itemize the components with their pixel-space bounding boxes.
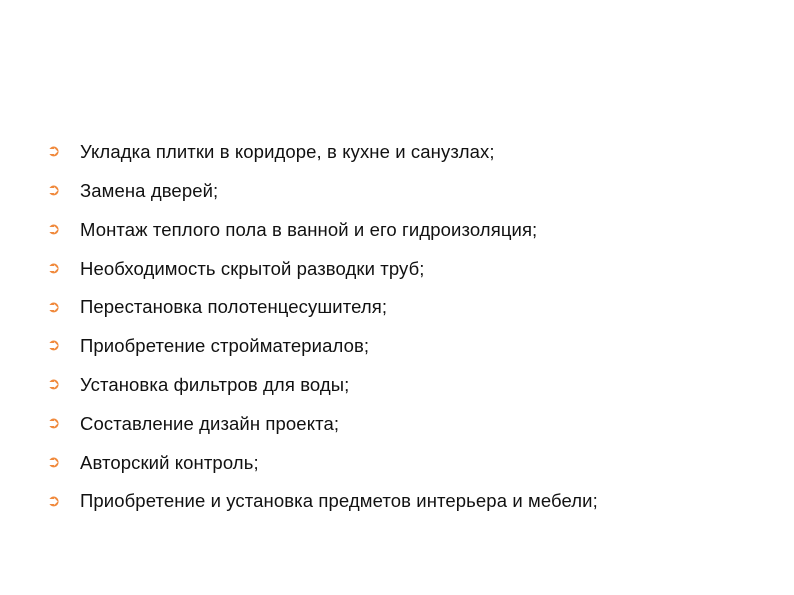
arrow-bullet-icon: ➲	[47, 143, 61, 161]
list-item	[47, 249, 598, 288]
list-item	[47, 482, 598, 521]
bullet-list	[47, 133, 598, 521]
list-item	[47, 327, 598, 366]
list-item	[47, 405, 598, 444]
list-item-text: Замена дверей;	[80, 179, 219, 201]
list-item-text: Необходимость скрытой разводки труб;	[80, 257, 425, 279]
list-item	[47, 288, 598, 327]
arrow-bullet-icon: ➲	[47, 414, 61, 432]
list-item	[47, 211, 598, 250]
arrow-bullet-icon: ➲	[47, 220, 61, 238]
arrow-bullet-icon: ➲	[47, 453, 61, 471]
list-item-text: Установка фильтров для воды;	[80, 373, 350, 395]
list-item	[47, 172, 598, 211]
arrow-bullet-icon: ➲	[47, 376, 61, 394]
list-item-text: Приобретение и установка предметов интерьера и мебели;	[80, 490, 598, 512]
list-item-text: Укладка плитки в коридоре, в кухне и санузлах;	[80, 141, 495, 163]
arrow-bullet-icon: ➲	[47, 182, 61, 200]
list-item-text: Авторский контроль;	[80, 451, 259, 473]
list-item	[47, 443, 598, 482]
list-item-text: Монтаж теплого пола в ванной и его гидроизоляция;	[80, 218, 538, 240]
list-item	[47, 366, 598, 405]
list-item-text: Перестановка полотенцесушителя;	[80, 296, 388, 318]
arrow-bullet-icon: ➲	[47, 298, 61, 316]
list-item	[47, 133, 598, 172]
list-item-text: Приобретение стройматериалов;	[80, 335, 370, 357]
list-item-text: Составление дизайн проекта;	[80, 412, 340, 434]
arrow-bullet-icon: ➲	[47, 337, 61, 355]
arrow-bullet-icon: ➲	[47, 259, 61, 277]
arrow-bullet-icon: ➲	[47, 492, 61, 510]
